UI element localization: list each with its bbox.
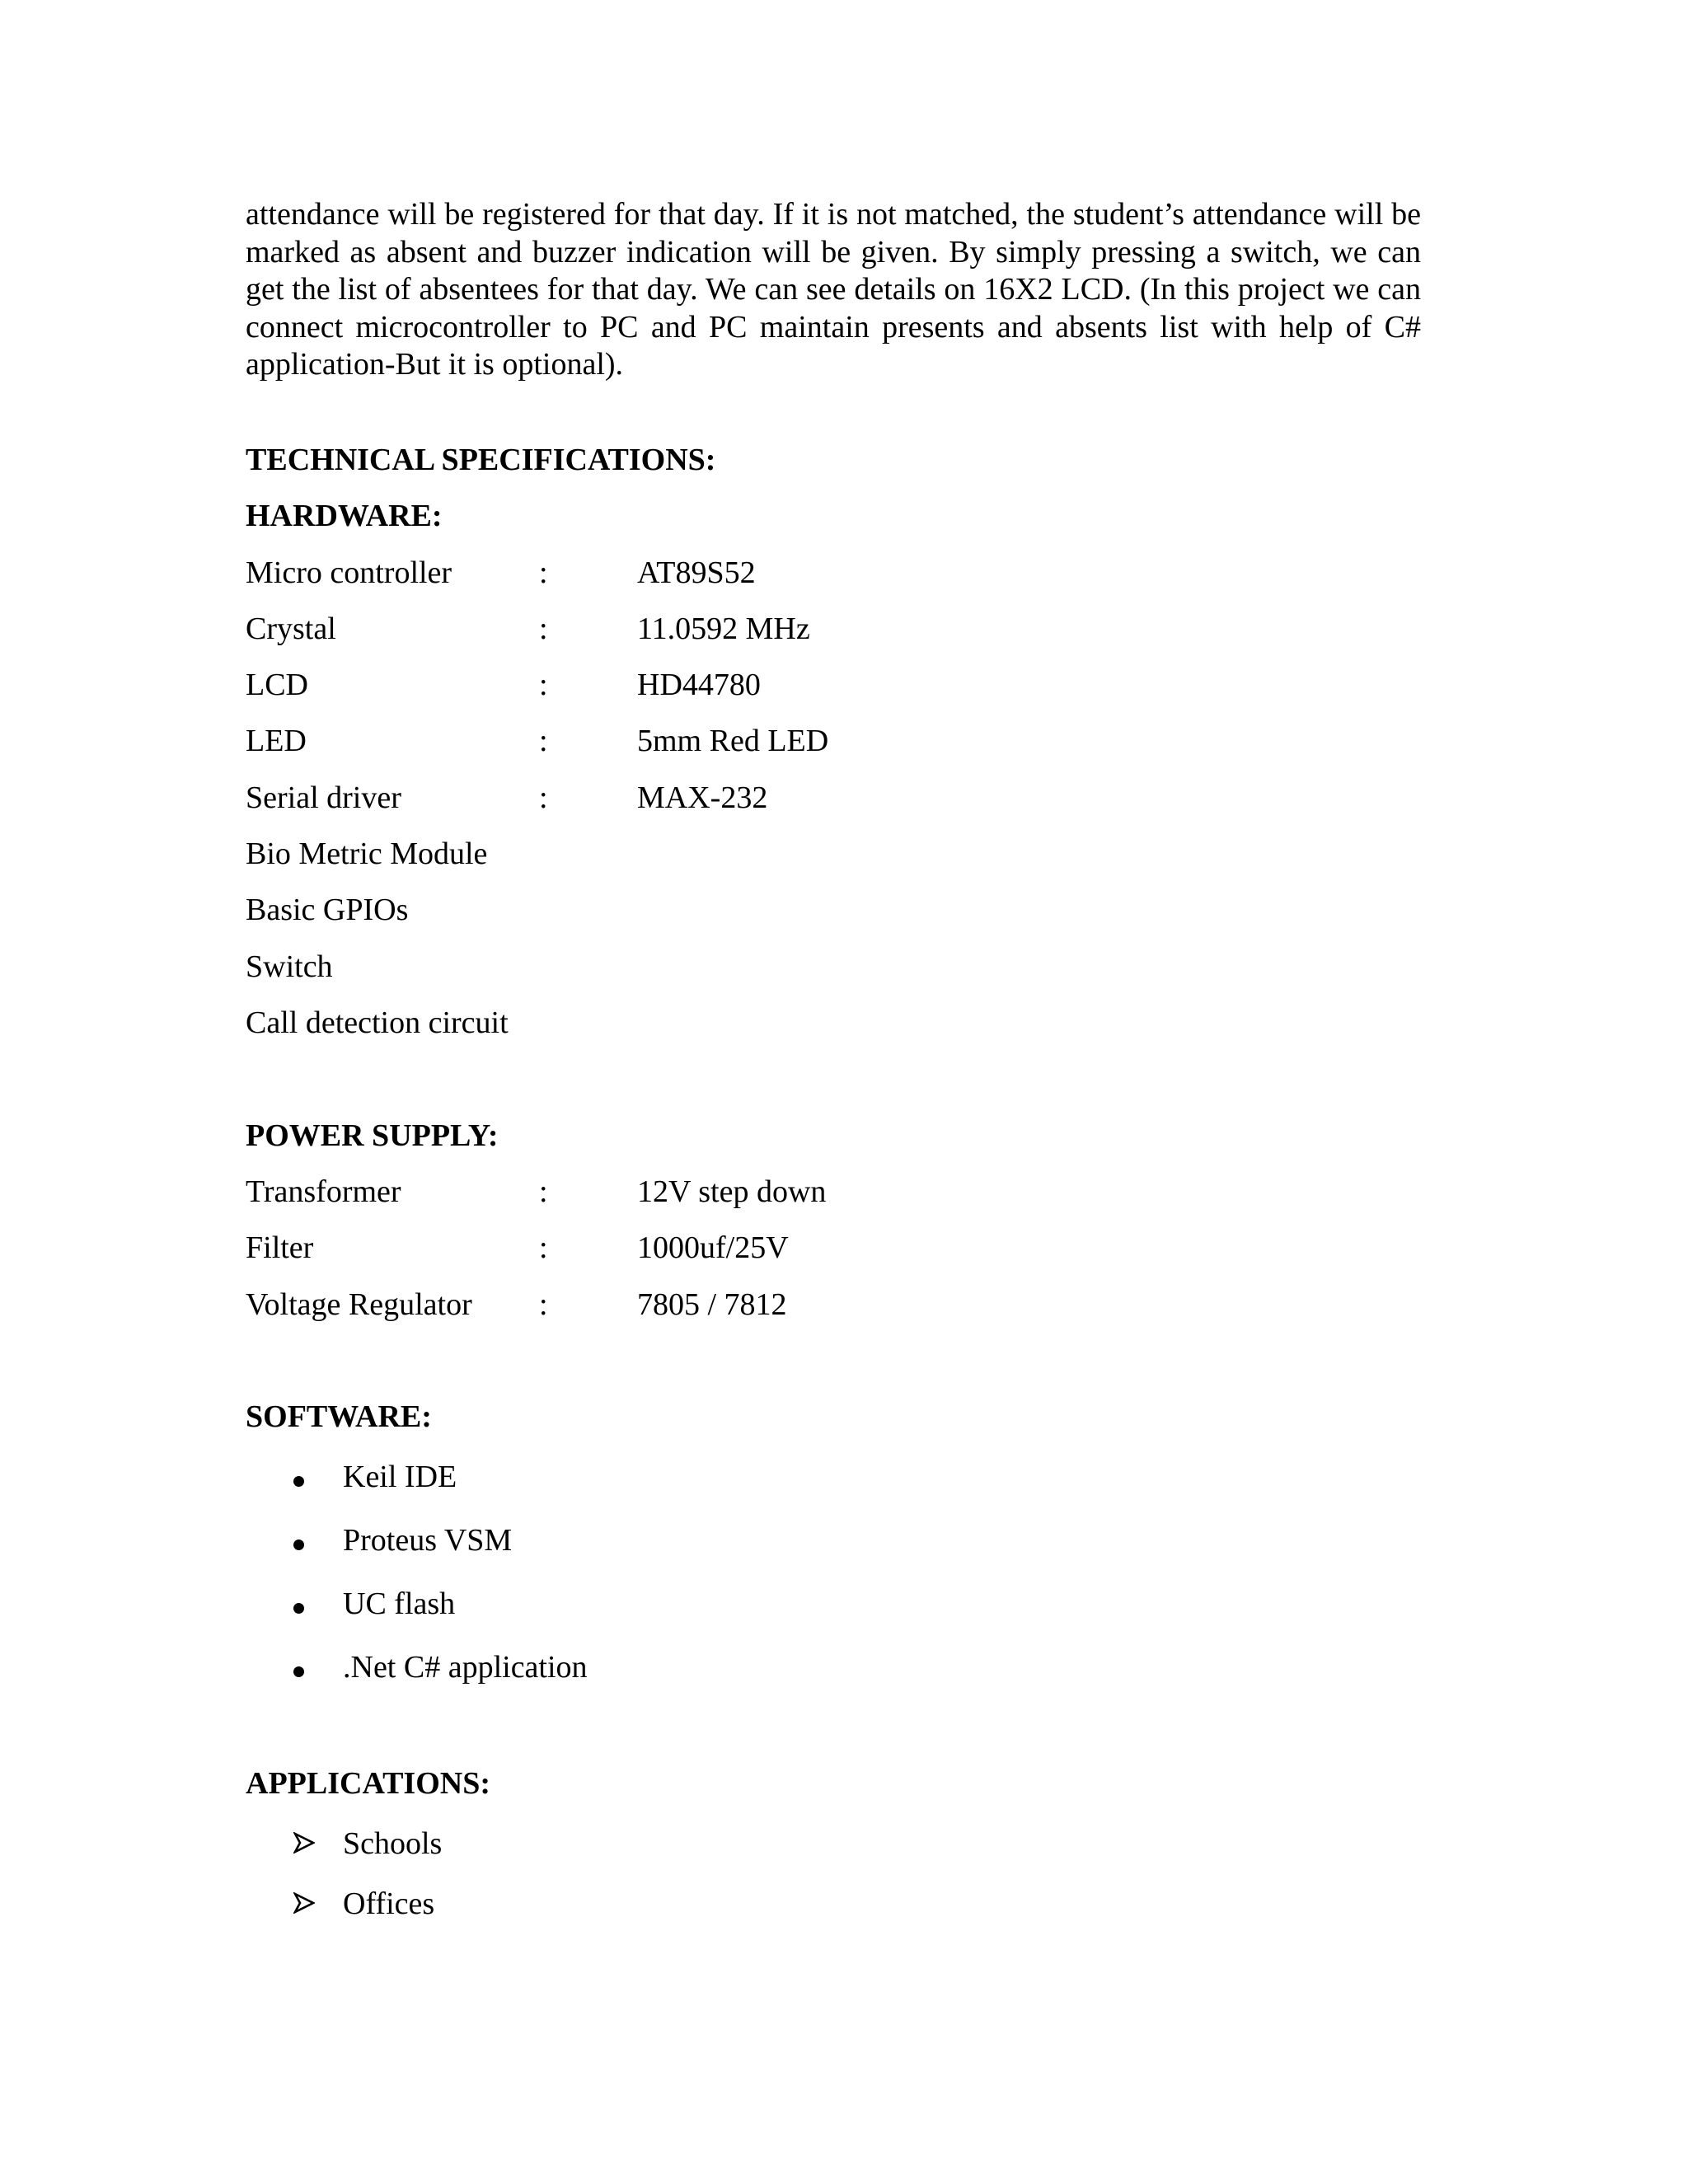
- spec-value: MAX-232: [637, 780, 768, 815]
- spec-separator: :: [539, 555, 548, 590]
- spec-separator: :: [539, 1287, 548, 1322]
- list-item-text: Proteus VSM: [343, 1523, 513, 1558]
- spec-label: Serial driver: [246, 780, 401, 815]
- bullet-dot-icon: [293, 1521, 326, 1559]
- hardware-heading: HARDWARE:: [246, 499, 443, 533]
- technical-specifications-heading: TECHNICAL SPECIFICATIONS:: [246, 443, 716, 477]
- spec-label: Voltage Regulator: [246, 1287, 472, 1322]
- spec-label: Crystal: [246, 612, 336, 646]
- spec-separator: :: [539, 1174, 548, 1209]
- arrowhead-bullet-icon: [293, 1885, 326, 1923]
- spec-label: LED: [246, 724, 307, 758]
- spec-value: AT89S52: [637, 555, 756, 590]
- arrowhead-bullet-icon: [293, 1825, 326, 1863]
- spec-label: Basic GPIOs: [246, 893, 409, 927]
- bullet-dot-icon: [293, 1585, 326, 1623]
- bullet-dot-icon: [293, 1458, 326, 1496]
- list-item-text: Schools: [343, 1826, 443, 1861]
- software-heading: SOFTWARE:: [246, 1399, 432, 1434]
- spec-separator: :: [539, 780, 548, 815]
- list-item-text: UC flash: [343, 1586, 456, 1621]
- bullet-dot-icon: [293, 1648, 326, 1686]
- spec-separator: :: [539, 724, 548, 758]
- spec-value: 11.0592 MHz: [637, 612, 810, 646]
- spec-label: Call detection circuit: [246, 1005, 509, 1040]
- spec-label: Switch: [246, 949, 333, 984]
- spec-value: 7805 / 7812: [637, 1287, 787, 1322]
- spec-label: Filter: [246, 1230, 314, 1265]
- power-supply-heading: POWER SUPPLY:: [246, 1118, 499, 1153]
- spec-label: Transformer: [246, 1174, 401, 1209]
- list-item-text: Offices: [343, 1886, 435, 1921]
- applications-heading: APPLICATIONS:: [246, 1766, 490, 1801]
- spec-label: LCD: [246, 668, 308, 702]
- spec-value: HD44780: [637, 668, 761, 702]
- spec-separator: :: [539, 612, 548, 646]
- spec-value: 5mm Red LED: [637, 724, 829, 758]
- spec-separator: :: [539, 668, 548, 702]
- spec-label: Bio Metric Module: [246, 837, 488, 871]
- spec-label: Micro controller: [246, 555, 452, 590]
- list-item-text: .Net C# application: [343, 1650, 588, 1685]
- intro-paragraph: attendance will be registered for that day. If it is not matched, the student’s attendance will be marked as absent and buzzer indication will be given. By simply pressing a switch, we can get the list of absentees for that day. We can see details on 16X2 LCD. (In this project we can connect microcontroller to PC and PC maintain presents and absents list with help of C# application-But it is optional).: [246, 197, 1421, 382]
- list-item-text: Keil IDE: [343, 1460, 457, 1494]
- spec-separator: :: [539, 1230, 548, 1265]
- spec-value: 1000uf/25V: [637, 1230, 789, 1265]
- spec-value: 12V step down: [637, 1174, 827, 1209]
